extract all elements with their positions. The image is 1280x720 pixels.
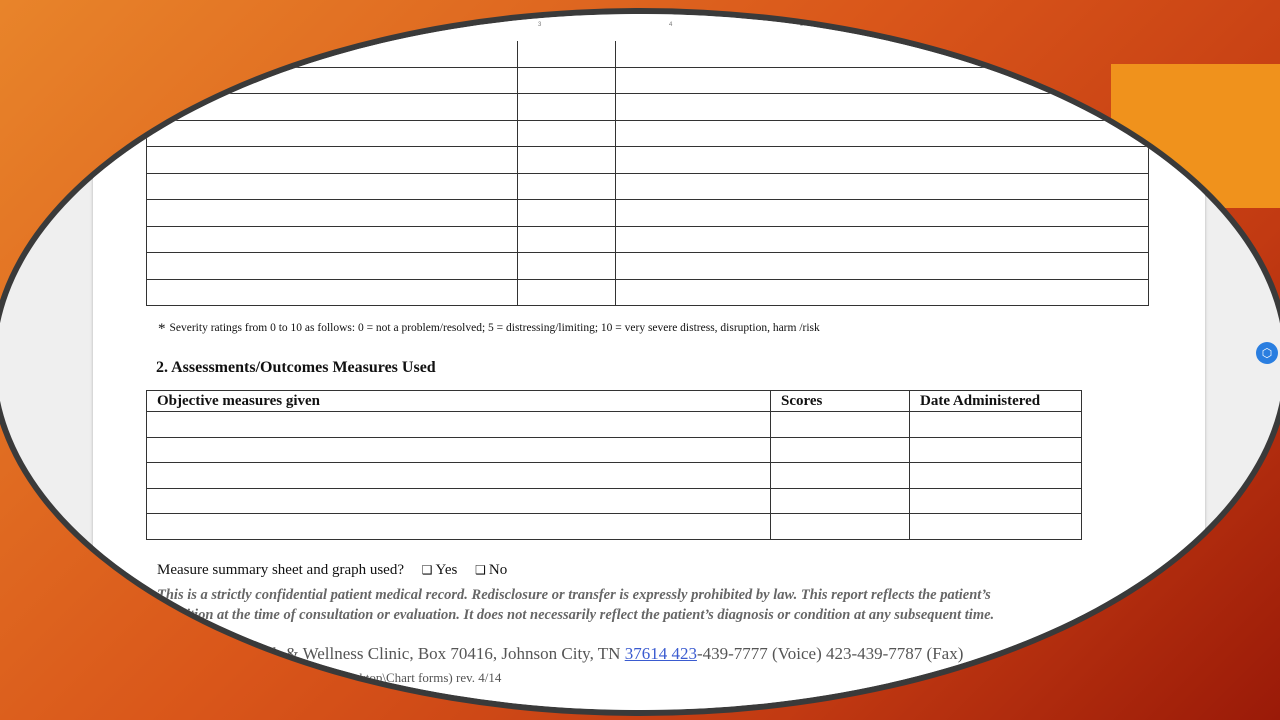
measures-row: [147, 437, 1082, 463]
path-prefix: (C:\Documents and Settings\: [157, 670, 308, 685]
file-path: [157, 670, 501, 686]
yes-label: Yes: [435, 562, 458, 578]
severity-row: [147, 147, 1149, 174]
severity-cell[interactable]: [518, 226, 616, 253]
severity-row: [147, 120, 1149, 147]
confidentiality-notice: [157, 586, 1117, 625]
severity-row: [147, 67, 1149, 94]
dropbox-icon[interactable]: ⬡: [1256, 342, 1278, 364]
severity-row: [147, 253, 1149, 280]
severity-cell[interactable]: [147, 200, 518, 227]
confidential-line: This is a strictly confidential patient medical record. Redisclosure or transfer is expressly prohibited by law. This report reflects the patient’s: [157, 587, 991, 603]
footnote-text: Severity ratings from 0 to 10 as follows: 0 = not a problem/resolved; 5 = distressing/limiting; 10 = very severe distress, disruption, harm /risk: [169, 322, 820, 334]
header-objective-measures: Objective measures given: [147, 391, 771, 412]
severity-cell[interactable]: [518, 253, 616, 280]
severity-cell[interactable]: [147, 279, 518, 306]
severity-cell[interactable]: [518, 94, 616, 121]
severity-cell[interactable]: [147, 94, 518, 121]
measures-cell[interactable]: [910, 412, 1082, 438]
severity-cell[interactable]: [616, 173, 1149, 200]
ruler-mark: 4: [669, 22, 673, 28]
document-page: [93, 8, 1205, 716]
severity-cell[interactable]: [147, 253, 518, 280]
severity-cell[interactable]: [147, 67, 518, 94]
severity-cell[interactable]: [616, 226, 1149, 253]
measures-row: [147, 412, 1082, 438]
measures-cell[interactable]: [147, 412, 771, 438]
severity-cell[interactable]: [616, 200, 1149, 227]
severity-cell[interactable]: [147, 120, 518, 147]
severity-row: [147, 200, 1149, 227]
severity-cell[interactable]: [518, 67, 616, 94]
measures-table: [146, 390, 1082, 540]
severity-cell[interactable]: [518, 147, 616, 174]
severity-cell[interactable]: [518, 41, 616, 67]
zip-phone-link[interactable]: 37614 423: [624, 644, 697, 663]
path-suffix: \Desktop\Chart forms) rev. 4/14: [335, 670, 502, 685]
header-date-administered: Date Administered: [910, 391, 1082, 412]
footnote-star: *: [158, 321, 166, 337]
severity-cell[interactable]: [616, 147, 1149, 174]
ruler: [93, 20, 1205, 32]
measures-cell[interactable]: [147, 514, 771, 540]
measures-cell[interactable]: [910, 514, 1082, 540]
severity-cell[interactable]: [518, 279, 616, 306]
measures-cell[interactable]: [147, 463, 771, 489]
severity-cell[interactable]: [518, 173, 616, 200]
no-label: No: [488, 562, 508, 578]
severity-cell[interactable]: [616, 279, 1149, 306]
measures-cell[interactable]: [771, 412, 910, 438]
measures-cell[interactable]: [910, 488, 1082, 514]
header-scores: Scores: [771, 391, 910, 412]
path-flagged-word: bhwc: [307, 670, 336, 685]
document-oval-frame: [0, 8, 1280, 716]
measures-cell[interactable]: [910, 437, 1082, 463]
address-suffix: -439-7777 (Voice) 423-439-7787 (Fax): [696, 644, 964, 663]
severity-cell[interactable]: [147, 226, 518, 253]
no-checkbox[interactable]: ❑: [475, 563, 486, 577]
ruler-mark: 3: [538, 22, 542, 28]
severity-cell[interactable]: [616, 94, 1149, 121]
measures-cell[interactable]: [910, 463, 1082, 489]
severity-row: [147, 279, 1149, 306]
severity-cell[interactable]: [616, 253, 1149, 280]
measures-cell[interactable]: [147, 437, 771, 463]
severity-footnote: [158, 321, 820, 338]
severity-cell[interactable]: [147, 147, 518, 174]
summary-question: Measure summary sheet and graph used?: [157, 562, 405, 578]
clinic-address: [157, 644, 963, 664]
severity-table: [146, 41, 1149, 306]
severity-cell[interactable]: [518, 120, 616, 147]
severity-cell[interactable]: [616, 120, 1149, 147]
severity-cell[interactable]: [518, 200, 616, 227]
ruler-mark: 5: [800, 22, 804, 28]
measures-cell[interactable]: [771, 437, 910, 463]
section-title: 2. Assessments/Outcomes Measures Used: [156, 359, 436, 376]
address-prefix: Behavioral Health & Wellness Clinic, Box 70416, Johnson City, TN: [157, 644, 625, 663]
measures-cell[interactable]: [771, 514, 910, 540]
severity-row: [147, 173, 1149, 200]
severity-cell[interactable]: [147, 173, 518, 200]
severity-cell[interactable]: [616, 67, 1149, 94]
measures-cell[interactable]: [147, 488, 771, 514]
severity-row: [147, 41, 1149, 67]
summary-question-row: [157, 562, 507, 579]
confidential-line: condition at the time of consultation or evaluation. It does not necessarily reflect the patient’s diagnosis or condition at any subsequent time.: [157, 606, 995, 623]
measures-row: [147, 514, 1082, 540]
severity-cell[interactable]: [147, 41, 518, 67]
measures-row: [147, 488, 1082, 514]
yes-checkbox[interactable]: ❑: [421, 563, 433, 577]
severity-row: [147, 226, 1149, 253]
measures-cell[interactable]: [771, 463, 910, 489]
measures-row: [147, 463, 1082, 489]
measures-cell[interactable]: [771, 488, 910, 514]
severity-cell[interactable]: [616, 41, 1149, 67]
severity-row: [147, 94, 1149, 121]
